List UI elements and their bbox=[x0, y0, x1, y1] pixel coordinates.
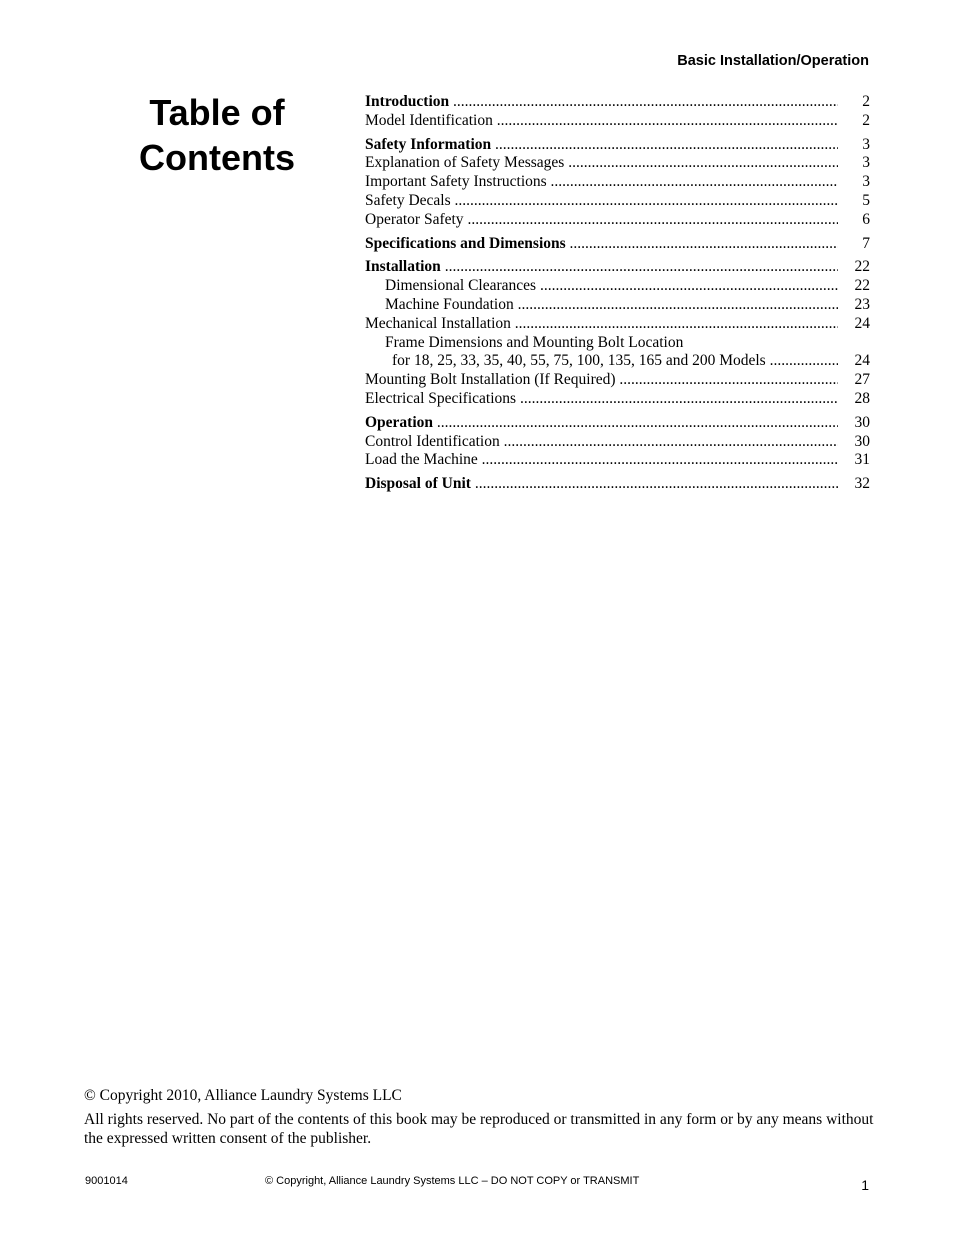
toc-entry[interactable] bbox=[365, 235, 870, 254]
document-number: 9001014 bbox=[85, 1175, 128, 1187]
toc-entry[interactable] bbox=[365, 475, 870, 494]
toc-entry-leader bbox=[365, 235, 838, 254]
toc-entry-leader bbox=[365, 433, 838, 452]
toc-entry-page: 22 bbox=[854, 277, 870, 295]
table-of-contents bbox=[365, 93, 870, 499]
toc-entry[interactable] bbox=[365, 352, 870, 371]
toc-entry-leader bbox=[365, 136, 838, 155]
toc-entry-label: Operation bbox=[365, 413, 434, 431]
toc-entry-leader bbox=[365, 192, 838, 211]
toc-section bbox=[365, 475, 870, 494]
toc-entry-leader bbox=[365, 390, 838, 409]
copyright-line: © Copyright 2010, Alliance Laundry Systems LLC bbox=[84, 1087, 402, 1104]
toc-entry[interactable] bbox=[365, 277, 870, 296]
toc-section bbox=[365, 136, 870, 230]
toc-section bbox=[365, 414, 870, 470]
toc-entry-label: Model Identification bbox=[365, 111, 493, 129]
toc-entry-label: Installation bbox=[365, 258, 441, 276]
toc-entry[interactable] bbox=[365, 93, 870, 112]
toc-entry-leader bbox=[365, 258, 838, 277]
toc-entry-leader bbox=[385, 296, 838, 315]
toc-entry-page: 24 bbox=[854, 314, 870, 332]
toc-entry-label: Load the Machine bbox=[365, 451, 478, 469]
toc-entry-leader bbox=[365, 315, 838, 334]
toc-entry-leader bbox=[365, 211, 838, 230]
toc-entry-label: Mounting Bolt Installation (If Required) bbox=[365, 371, 616, 389]
toc-entry[interactable] bbox=[365, 433, 870, 452]
toc-entry-label: Control Identification bbox=[365, 432, 500, 450]
toc-entry-label: Mechanical Installation bbox=[365, 314, 511, 332]
toc-entry-label: for 18, 25, 33, 35, 40, 55, 75, 100, 135, 165 and 200 Models bbox=[392, 352, 766, 370]
toc-entry[interactable] bbox=[365, 371, 870, 390]
toc-entry[interactable] bbox=[365, 173, 870, 192]
toc-entry-leader bbox=[365, 475, 838, 494]
toc-entry-label: Important Safety Instructions bbox=[365, 173, 547, 191]
toc-section bbox=[365, 258, 870, 408]
toc-entry-page: 7 bbox=[862, 234, 870, 252]
toc-entry[interactable] bbox=[365, 414, 870, 433]
toc-entry-page: 24 bbox=[854, 352, 870, 370]
toc-entry[interactable] bbox=[365, 154, 870, 173]
copyright-block bbox=[84, 1086, 874, 1149]
page-title bbox=[112, 90, 322, 180]
toc-entry[interactable] bbox=[365, 315, 870, 334]
toc-entry-leader bbox=[392, 352, 838, 371]
toc-entry-page: 22 bbox=[854, 258, 870, 276]
toc-entry[interactable] bbox=[365, 334, 870, 353]
copyright-notice: © Copyright, Alliance Laundry Systems LLC – DO NOT COPY or TRANSMIT bbox=[265, 1175, 640, 1187]
toc-entry-page: 3 bbox=[862, 135, 870, 153]
toc-entry-leader bbox=[365, 371, 838, 390]
toc-entry[interactable] bbox=[365, 112, 870, 131]
toc-entry[interactable] bbox=[365, 211, 870, 230]
toc-entry-label: Operator Safety bbox=[365, 210, 464, 228]
toc-entry[interactable] bbox=[365, 136, 870, 155]
toc-entry[interactable] bbox=[365, 258, 870, 277]
toc-entry-leader bbox=[385, 334, 838, 353]
toc-entry[interactable] bbox=[365, 390, 870, 409]
page-title-line-2: Contents bbox=[139, 137, 295, 178]
page-footer bbox=[85, 1175, 869, 1195]
toc-entry-page: 3 bbox=[862, 173, 870, 191]
page-number: 1 bbox=[861, 1177, 869, 1193]
toc-entry-leader bbox=[365, 414, 838, 433]
toc-entry-label: Specifications and Dimensions bbox=[365, 234, 566, 252]
toc-entry-leader bbox=[365, 93, 838, 112]
toc-entry-label: Dimensional Clearances bbox=[385, 277, 537, 295]
toc-entry-label: Safety Information bbox=[365, 135, 492, 153]
toc-entry-page: 3 bbox=[862, 154, 870, 172]
toc-entry-page: 6 bbox=[862, 210, 870, 228]
rights-statement: All rights reserved. No part of the contents of this book may be reproduced or transmitted in any form or by any means without the expressed written consent of the publisher. bbox=[84, 1110, 874, 1147]
toc-section bbox=[365, 235, 870, 254]
toc-entry-page: 31 bbox=[854, 451, 870, 469]
toc-entry-page: 28 bbox=[854, 389, 870, 407]
toc-entry[interactable] bbox=[365, 296, 870, 315]
toc-entry-page: 23 bbox=[854, 295, 870, 313]
toc-entry-label: Safety Decals bbox=[365, 191, 451, 209]
toc-entry-page: 30 bbox=[854, 413, 870, 431]
page-title-line-1: Table of bbox=[149, 92, 285, 133]
toc-entry-page: 2 bbox=[862, 111, 870, 129]
toc-section bbox=[365, 93, 870, 131]
toc-entry-leader bbox=[385, 277, 838, 296]
toc-entry-leader bbox=[365, 154, 838, 173]
toc-entry-label: Disposal of Unit bbox=[365, 475, 471, 493]
toc-entry-label: Frame Dimensions and Mounting Bolt Location bbox=[385, 333, 684, 351]
toc-entry-leader bbox=[365, 451, 838, 470]
toc-entry-label: Explanation of Safety Messages bbox=[365, 154, 565, 172]
toc-entry-label: Machine Foundation bbox=[385, 295, 514, 313]
toc-entry-page: 2 bbox=[862, 93, 870, 110]
section-header: Basic Installation/Operation bbox=[677, 53, 869, 69]
toc-entry-page: 5 bbox=[862, 191, 870, 209]
toc-entry-label: Introduction bbox=[365, 93, 450, 110]
toc-entry[interactable] bbox=[365, 451, 870, 470]
toc-entry-leader bbox=[365, 112, 838, 131]
toc-entry-page: 30 bbox=[854, 432, 870, 450]
toc-entry-leader bbox=[365, 173, 838, 192]
toc-entry-page: 32 bbox=[854, 475, 870, 493]
toc-entry-page: 27 bbox=[854, 371, 870, 389]
toc-entry[interactable] bbox=[365, 192, 870, 211]
toc-entry-label: Electrical Specifications bbox=[365, 389, 517, 407]
